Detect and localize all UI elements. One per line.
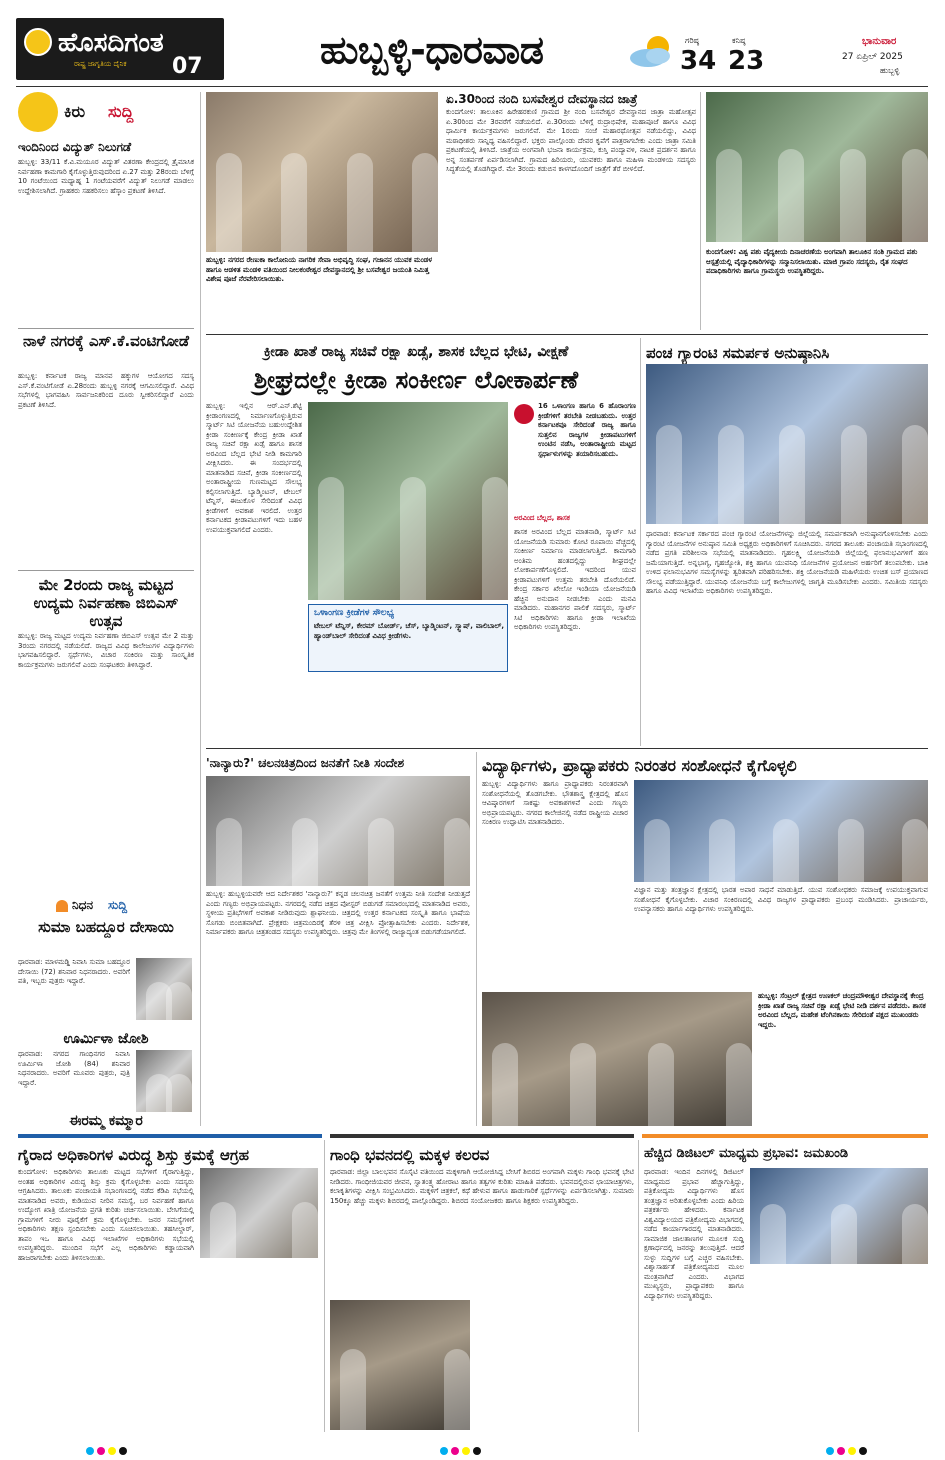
sports-title: ಶ್ರೀಘ್ರದಲ್ಲೇ ಕ್ರೀಡಾ ಸಂಕೀರ್ಣ ಲೋಕಾರ್ಪಣೆ bbox=[253, 366, 579, 394]
kiru-item-1-body: ಹುಬ್ಬಳ್ಳಿ: 33/11 ಕೆ.ವಿ.ಮಯೂರ ವಿದ್ಯುತ್ ವಿತರಣಾ ಕೇಂದ್ರದಲ್ಲಿ ತ್ರೈಮಾಸಿಕ ನಿರ್ವಹಣಾ ಕಾಮಗಾರಿ ಕೈಗೊಳ್ಳುತ್ತಿರುವುದರಿಂದ ಏ.27 ಮತ್ತು 28ರಂದು ಬೆಳಿಗ್ಗೆ 10 ಗಂಟೆಯಿಂದ ಮಧ್ಯಾಹ್ನ 1 ಗಂಟೆಯವರೆಗೆ ವಿದ್ಯುತ್ ನಿಲುಗಡೆ ಮಾಡಲು ಉದ್ದೇಶಿಸಲಾಗಿದೆ. ಗ್ರಾಹಕರು ಸಹಕರಿಸಲು ಹೆಸ್ಕಾಂ ಪ್ರಕಟಣೆ ತಿಳಿಸಿದೆ. bbox=[18, 158, 194, 195]
kiru-label-a: ಕಿರು bbox=[64, 102, 86, 121]
min-temp: 23 bbox=[728, 46, 765, 76]
photo-figure bbox=[292, 1202, 318, 1258]
bottom-rule-dark bbox=[330, 1134, 634, 1138]
place-label: ಹುಬ್ಬಳ್ಳಿ bbox=[880, 66, 900, 75]
photo-figure bbox=[292, 818, 318, 886]
kiru-label-b: ಸುದ್ದಿ bbox=[108, 102, 134, 121]
nidhana-2-body: ಧಾರವಾಡ: ನಗರದ ಗಾಂಧಿನಗರ ನಿವಾಸಿ ಊರ್ಮಿಳಾ ಜೋಶಿ (84) ಶನಿವಾರ ನಿಧನರಾದರು. ಅವರಿಗೆ ಮೂವರು ಪುತ್ರರು, ಪುತ್ರಿ ಇದ್ದಾರೆ. bbox=[18, 1050, 130, 1087]
photo-figure bbox=[216, 818, 242, 886]
photo-figure bbox=[838, 819, 864, 882]
photo-figure bbox=[444, 818, 470, 886]
weather-icon bbox=[628, 34, 678, 68]
photo-figure bbox=[347, 153, 373, 252]
photo-figure bbox=[340, 1349, 366, 1430]
nidhana-2-name: ಊರ್ಮಿಳಾ ಜೋಶಿ bbox=[63, 1031, 149, 1047]
temple-visit-photo bbox=[482, 992, 752, 1126]
research-photo bbox=[634, 780, 928, 882]
max-temp: 34 bbox=[680, 46, 717, 76]
date-label: 27 ಏಪ್ರಿಲ್ 2025 bbox=[842, 52, 903, 62]
photo-figure bbox=[656, 425, 682, 524]
photo-figure bbox=[648, 1043, 674, 1126]
masthead bbox=[0, 0, 945, 88]
film-photo bbox=[206, 776, 470, 886]
sports-quote-author: ಅರವಿಂದ ಬೆಲ್ಲದ, ಶಾಸಕ bbox=[514, 514, 570, 522]
photo-figure bbox=[773, 819, 799, 882]
nidhana-3-name: ಈರಮ್ಮ ಕಮ್ಮಾರ bbox=[69, 1113, 143, 1129]
photo-figure bbox=[709, 819, 735, 882]
photo-figure bbox=[779, 425, 805, 524]
temple-story-body: ಕುಂದಗೋಳ: ತಾಲೂಕಿನ ಹಿರೇಹರಕುಣಿ ಗ್ರಾಮದ ಶ್ರೀ ನಂದಿ ಬಸವೇಶ್ವರ ದೇವಸ್ಥಾನದ ಜಾತ್ರಾ ಮಹೋತ್ಸವ ಏ.30ರಿಂದ ಮೇ 3ರವರೆಗೆ ನಡೆಯಲಿದೆ. ಏ.30ರಂದು ಬೆಳಿಗ್ಗೆ ರುದ್ರಾಭಿಷೇಕ, ಮಹಾಪೂಜೆ ಹಾಗೂ ವಿವಿಧ ಧಾರ್ಮಿಕ ಕಾರ್ಯಕ್ರಮಗಳು ಜರುಗಲಿವೆ. ಮೇ 1ರಂದು ಸಂಜೆ ಮಹಾರಥೋತ್ಸವ ನಡೆಯಲಿದ್ದು, ವಿವಿಧ ಮಠಾಧೀಶರು ಸಾನ್ನಿಧ್ಯ ವಹಿಸಲಿದ್ದಾರೆ. ಭಕ್ತರು ಪಾಲ್ಗೊಂಡು ದೇವರ ಕೃಪೆಗೆ ಪಾತ್ರರಾಗಬೇಕು ಎಂದು ಜಾತ್ರಾ ಸಮಿತಿ ಪ್ರಕಟಣೆಯಲ್ಲಿ ತಿಳಿಸಿದೆ. ಜಾತ್ರೆಯ ಅಂಗವಾಗಿ ಭಜನಾ ಕಾರ್ಯಕ್ರಮ, ಕುಸ್ತಿ ಪಂದ್ಯಾವಳಿ, ನಾಟಕ ಪ್ರದರ್ಶನ ಹಾಗೂ ಅನ್ನ ಸಂತರ್ಪಣೆ ಏರ್ಪಡಿಸಲಾಗಿದೆ. ಗ್ರಾಮದ ಹಿರಿಯರು, ಯುವಕರು ಹಾಗೂ ಮಹಿಳಾ ಮಂಡಳಿಯ ಸದಸ್ಯರು ಸಿದ್ಧತೆಯಲ್ಲಿ ತೊಡಗಿದ್ದಾರೆ. ಮೇ 3ರಂದು ಕಡುಬಿನ ಕಾಳಗದೊಂದಿಗೆ ಜಾತ್ರೆಗೆ ತೆರೆ ಬೀಳಲಿದೆ. bbox=[446, 108, 696, 173]
photo-figure bbox=[831, 1204, 857, 1264]
kiru-item-3-body: ಹುಬ್ಬಳ್ಳಿ: ರಾಜ್ಯ ಮಟ್ಟದ ಉದ್ಯಮ ನಿರ್ವಹಣಾ ಜಿಬಿಎಸ್ ಉತ್ಸವ ಮೇ 2 ಮತ್ತು 3ರಂದು ನಗರದಲ್ಲಿ ನಡೆಯಲಿದೆ. ರಾಜ್ಯದ ವಿವಿಧ ಕಾಲೇಜುಗಳ ವಿದ್ಯಾರ್ಥಿಗಳು ಭಾಗವಹಿಸಲಿದ್ದಾರೆ. ಸ್ಪರ್ಧೆಗಳು, ವಿಚಾರ ಸಂಕಿರಣ ಮತ್ತು ಸಾಂಸ್ಕೃತಿಕ ಕಾರ್ಯಕ್ರಮಗಳು ಜರುಗಲಿವೆ ಎಂದು ಸಂಘಟಕರು ತಿಳಿಸಿದ್ದಾರೆ. bbox=[18, 632, 194, 669]
kundagol-photo bbox=[706, 92, 928, 242]
bottom1-body-a: ಕುಂದಗೋಳ: ಅಧಿಕಾರಿಗಳು ತಾಲೂಕು ಮಟ್ಟದ ಸಭೆಗಳಿಗೆ ಗೈರಾಗುತ್ತಿದ್ದು, ಅಂತಹ ಅಧಿಕಾರಿಗಳ ವಿರುದ್ಧ ಶಿಸ್ತು ಕ್ರಮ ಕೈಗೊಳ್ಳಬೇಕು ಎಂದು ಸದಸ್ಯರು ಆಗ್ರಹಿಸಿದರು. ತಾಲೂಕು ಪಂಚಾಯತಿ ಸಭಾಂಗಣದಲ್ಲಿ ನಡೆದ ಕೆಡಿಪಿ ಸಭೆಯಲ್ಲಿ ಮಾತನಾಡಿದ ಅವರು, ಕುಡಿಯುವ ನೀರಿನ ಸಮಸ್ಯೆ, ಬರ ನಿರ್ವಹಣೆ ಹಾಗೂ ಉದ್ಯೋಗ ಖಾತ್ರಿ ಯೋಜನೆಯ ಪ್ರಗತಿ ಕುರಿತು ಚರ್ಚಿಸಲಾಯಿತು. ಬೇಸಿಗೆಯಲ್ಲಿ ಗ್ರಾಮಗಳಿಗೆ ನೀರು ಪೂರೈಕೆಗೆ ಕ್ರಮ ಕೈಗೊಳ್ಳಬೇಕು. ಜನರ ಸಮಸ್ಯೆಗಳಿಗೆ ಅಧಿಕಾರಿಗಳು ತಕ್ಷಣ ಸ್ಪಂದಿಸಬೇಕು ಎಂದು ಸೂಚಿಸಲಾಯಿತು. ತಹಸೀಲ್ದಾರ್, ತಾಪಂ ಇಒ ಹಾಗೂ ವಿವಿಧ ಇಲಾಖೆಗಳ ಅಧಿಕಾರಿಗಳು ಸಭೆಯಲ್ಲಿ ಉಪಸ್ಥಿತರಿದ್ದರು. ಮುಂದಿನ ಸಭೆಗೆ ಎಲ್ಲ ಅಧಿಕಾರಿಗಳು ಕಡ್ಡಾಯವಾಗಿ ಹಾಜರಾಗಬೇಕು ಎಂದು ತಿಳಿಸಲಾಯಿತು. bbox=[18, 1168, 194, 1262]
photo-figure bbox=[760, 1204, 786, 1264]
bottom1-photo bbox=[200, 1168, 318, 1258]
bottom3-body: ಧಾರವಾಡ: ಇಂದಿನ ದಿನಗಳಲ್ಲಿ ಡಿಜಿಟಲ್ ಮಾಧ್ಯಮದ ಪ್ರಭಾವ ಹೆಚ್ಚಾಗುತ್ತಿದ್ದು, ಪತ್ರಿಕೋದ್ಯಮ ವಿದ್ಯಾರ್ಥಿಗಳು ಹೊಸ ತಂತ್ರಜ್ಞಾನ ಅರಿತುಕೊಳ್ಳಬೇಕು ಎಂದು ಹಿರಿಯ ಪತ್ರಕರ್ತರು ಹೇಳಿದರು. ಕರ್ನಾಟಕ ವಿಶ್ವವಿದ್ಯಾಲಯದ ಪತ್ರಿಕೋದ್ಯಮ ವಿಭಾಗದಲ್ಲಿ ನಡೆದ ಕಾರ್ಯಾಗಾರದಲ್ಲಿ ಮಾತನಾಡಿದರು. ಸಾಮಾಜಿಕ ಜಾಲತಾಣಗಳ ಮೂಲಕ ಸುದ್ದಿ ಕ್ಷಣಾರ್ಧದಲ್ಲಿ ಜನರನ್ನು ತಲುಪುತ್ತಿದೆ. ಆದರೆ ಸುಳ್ಳು ಸುದ್ದಿಗಳ ಬಗ್ಗೆ ಎಚ್ಚರ ವಹಿಸಬೇಕು. ವಿಶ್ವಾಸಾರ್ಹತೆ ಪತ್ರಿಕೋದ್ಯಮದ ಮೂಲ ಮಂತ್ರವಾಗಿದೆ ಎಂದರು. ವಿಭಾಗದ ಮುಖ್ಯಸ್ಥರು, ಪ್ರಾಧ್ಯಾಪಕರು ಹಾಗೂ ವಿದ್ಯಾರ್ಥಿಗಳು ಉಪಸ್ಥಿತರಿದ್ದರು. bbox=[644, 1168, 744, 1300]
nidhana-1-name: ಸುಮಾ ಬಹದ್ದೂರ ದೇಸಾಯಿ bbox=[38, 918, 174, 936]
sports-box-title: ಒಳಾಂಗಣ ಕ್ರೀಡೆಗಳ ಸೌಲಭ್ಯ bbox=[314, 608, 394, 618]
max-temp-label: ಗರಿಷ್ಠ bbox=[685, 36, 699, 45]
temple-story-title: ಏ.30ರಿಂದ ನಂದಿ ಬಸವೇಶ್ವರ ದೇವಸ್ಥಾನದ ಜಾತ್ರೆ bbox=[446, 92, 638, 106]
bottom-rule-blue bbox=[18, 1134, 322, 1138]
film-title: 'ನಾನ್ಯಾರು?' ಚಲನಚಿತ್ರದಿಂದ ಜನತೆಗೆ ನೀತಿ ಸಂದೇಶ bbox=[206, 756, 405, 770]
photo-figure bbox=[281, 153, 307, 252]
sports-body-a: ಹುಬ್ಬಳ್ಳಿ: ಇಲ್ಲಿನ ಆರ್.ಎನ್.ಶೆಟ್ಟಿ ಕ್ರೀಡಾಂಗಣದಲ್ಲಿ ನಿರ್ಮಾಣಗೊಳ್ಳುತ್ತಿರುವ ಸ್ಮಾರ್ಟ್ ಸಿಟಿ ಯೋಜನೆಯ ಬಹುಉದ್ದೇಶಿತ ಕ್ರೀಡಾ ಸಂಕೀರ್ಣಕ್ಕೆ ಕೇಂದ್ರ ಕ್ರೀಡಾ ಖಾತೆ ರಾಜ್ಯ ಸಚಿವೆ ರಕ್ಷಾ ಖಡ್ಸೆ ಹಾಗೂ ಶಾಸಕ ಅರವಿಂದ ಬೆಲ್ಲದ ಭೇಟಿ ನೀಡಿ ಕಾಮಗಾರಿ ವೀಕ್ಷಿಸಿದರು. ಈ ಸಂದರ್ಭದಲ್ಲಿ ಮಾತನಾಡಿದ ಸಚಿವೆ, ಕ್ರೀಡಾ ಸಂಕೀರ್ಣದಲ್ಲಿ ಅಂತಾರಾಷ್ಟ್ರೀಯ ಗುಣಮಟ್ಟದ ಸೌಲಭ್ಯ ಕಲ್ಪಿಸಲಾಗುತ್ತಿದೆ. ಬ್ಯಾಡ್ಮಿಂಟನ್, ಟೇಬಲ್ ಟೆನ್ನಿಸ್, ಈಜುಕೊಳ ಸೇರಿದಂತೆ ವಿವಿಧ ಕ್ರೀಡೆಗಳಿಗೆ ಅವಕಾಶ ಇರಲಿದೆ. ಉತ್ತರ ಕರ್ನಾಟಕದ ಕ್ರೀಡಾಪಟುಗಳಿಗೆ ಇದು ಬಹಳ ಉಪಯುಕ್ತವಾಗಲಿದೆ ಎಂದರು. bbox=[206, 402, 302, 534]
kiru-item-1-title: ಇಂದಿನಿಂದ ವಿದ್ಯುತ್ ನಿಲುಗಡೆ bbox=[18, 140, 132, 154]
logo-emblem-icon bbox=[24, 28, 52, 56]
kiru-hand-icon bbox=[18, 92, 58, 132]
photo-figure bbox=[412, 153, 438, 252]
bottom1-title: ಗೈರಾದ ಅಧಿಕಾರಿಗಳ ವಿರುದ್ಧ ಶಿಸ್ತು ಕ್ರಮಕ್ಕೆ ಆಗ್ರಹ bbox=[18, 1146, 250, 1164]
nidhana-label-b: ಸುದ್ದಿ bbox=[108, 898, 128, 912]
photo-figure bbox=[840, 149, 866, 242]
photo-figure bbox=[570, 1043, 596, 1126]
guarantee-body: ಧಾರವಾಡ: ಕರ್ನಾಟಕ ಸರ್ಕಾರದ ಪಂಚ ಗ್ಯಾರಂಟಿ ಯೋಜನೆಗಳನ್ನು ಜಿಲ್ಲೆಯಲ್ಲಿ ಸಮರ್ಪಕವಾಗಿ ಅನುಷ್ಠಾನಗೊಳಿಸಬೇಕು ಎಂದು ಗ್ಯಾರಂಟಿ ಯೋಜನೆಗಳ ಅನುಷ್ಠಾನ ಸಮಿತಿ ಅಧ್ಯಕ್ಷರು ಅಧಿಕಾರಿಗಳಿಗೆ ಸೂಚಿಸಿದರು. ನಗರದ ತಾಲೂಕು ಪಂಚಾಯತಿ ಸಭಾಂಗಣದಲ್ಲಿ ನಡೆದ ಪ್ರಗತಿ ಪರಿಶೀಲನಾ ಸಭೆಯಲ್ಲಿ ಮಾತನಾಡಿದರು. ಗೃಹಲಕ್ಷ್ಮಿ ಯೋಜನೆಯಡಿ ಜಿಲ್ಲೆಯಲ್ಲಿ ಫಲಾನುಭವಿಗಳಿಗೆ ಹಣ ಜಮೆಯಾಗುತ್ತಿದೆ. ಅನ್ನಭಾಗ್ಯ, ಗೃಹಜ್ಯೋತಿ, ಶಕ್ತಿ ಹಾಗೂ ಯುವನಿಧಿ ಯೋಜನೆಗಳ ಪ್ರಯೋಜನ ಅರ್ಹರಿಗೆ ತಲುಪಬೇಕು. ಬಾಕಿ ಉಳಿದ ಫಲಾನುಭವಿಗಳ ಸಮಸ್ಯೆಗಳನ್ನು ತ್ವರಿತವಾಗಿ ಪರಿಹರಿಸಬೇಕು. ಶಕ್ತಿ ಯೋಜನೆಯಡಿ ಮಹಿಳೆಯರು ಉಚಿತ ಬಸ್ ಪ್ರಯಾಣದ ಸೌಲಭ್ಯ ಪಡೆಯುತ್ತಿದ್ದಾರೆ. ಯುವನಿಧಿ ಯೋಜನೆಯ ಬಗ್ಗೆ ಕಾಲೇಜುಗಳಲ್ಲಿ ಜಾಗೃತಿ ಮೂಡಿಸಬೇಕು ಎಂದರು. ಸಮಿತಿಯ ಸದಸ್ಯರು ಹಾಗೂ ವಿವಿಧ ಇಲಾಖೆಯ ಅಧಿಕಾರಿಗಳು ಉಪಸ್ಥಿತರಿದ್ದರು. bbox=[646, 530, 928, 595]
kundagol-caption: ಕುಂದಗೋಳ: ವಿಶ್ವ ಪಶು ವೈದ್ಯಕೀಯ ದಿನಾಚರಣೆಯ ಅಂಗವಾಗಿ ತಾಲೂಕಿನ ಸಂಶಿ ಗ್ರಾಮದ ಪಶು ಆಸ್ಪತ್ರೆಯಲ್ಲಿ ವೈದ್ಯಾಧಿಕಾರಿಗಳನ್ನು ಸನ್ಮಾನಿಸಲಾಯಿತು. ಮಾಜಿ ಗ್ರಾಪಂ ಸದಸ್ಯರು, ರೈತ ಸಂಘದ ಪದಾಧಿಕಾರಿಗಳು ಹಾಗೂ ಗ್ರಾಮಸ್ಥರು ಉಪಸ್ಥಿತರಿದ್ದರು. bbox=[706, 248, 918, 275]
photo-figure bbox=[841, 425, 867, 524]
photo-figure bbox=[902, 819, 928, 882]
guarantee-photo bbox=[646, 364, 928, 524]
kiru-item-2-body: ಹುಬ್ಬಳ್ಳಿ: ಕರ್ನಾಟಕ ರಾಜ್ಯ ಮಾನವ ಹಕ್ಕುಗಳ ಆಯೋಗದ ಸದಸ್ಯ ಎಸ್.ಕೆ.ವಂಟಿಗೋಡೆ ಏ.28ರಂದು ಹುಬ್ಬಳ್ಳಿ ನಗರಕ್ಕೆ ಆಗಮಿಸಲಿದ್ದಾರೆ. ವಿವಿಧ ಸಭೆಗಳಲ್ಲಿ ಭಾಗವಹಿಸಿ ಸಾರ್ವಜನಿಕರಿಂದ ದೂರು ಸ್ವೀಕರಿಸಲಿದ್ದಾರೆ ಎಂದು ಪ್ರಕಟಣೆ ತಿಳಿಸಿದೆ. bbox=[18, 372, 194, 409]
bottom2-body: ಧಾರವಾಡ: ಜಿಲ್ಲಾ ಬಾಲಭವನ ಸೊಸೈಟಿ ವತಿಯಿಂದ ಮಕ್ಕಳಿಗಾಗಿ ಆಯೋಜಿಸಿದ್ದ ಬೇಸಿಗೆ ಶಿಬಿರದ ಅಂಗವಾಗಿ ಮಕ್ಕಳು ಗಾಂಧಿ ಭವನಕ್ಕೆ ಭೇಟಿ ನೀಡಿದರು. ಗಾಂಧೀಜಿಯವರ ಜೀವನ, ಸ್ವಾತಂತ್ರ್ಯ ಹೋರಾಟ ಹಾಗೂ ತತ್ವಗಳ ಕುರಿತು ಮಾಹಿತಿ ಪಡೆದರು. ಭವನದಲ್ಲಿರುವ ಛಾಯಾಚಿತ್ರಗಳು, ಕಲಾಕೃತಿಗಳನ್ನು ವೀಕ್ಷಿಸಿ ಸಂಭ್ರಮಿಸಿದರು. ಮಕ್ಕಳಿಗೆ ಚಿತ್ರಕಲೆ, ಕಥೆ ಹೇಳುವ ಹಾಗೂ ಹಾಡುಗಾರಿಕೆ ಸ್ಪರ್ಧೆಗಳನ್ನು ಏರ್ಪಡಿಸಲಾಗಿತ್ತು. ಸುಮಾರು 150ಕ್ಕೂ ಹೆಚ್ಚು ಮಕ್ಕಳು ಶಿಬಿರದಲ್ಲಿ ಪಾಲ್ಗೊಂಡಿದ್ದರು. ಶಿಬಿರದ ಸಂಯೋಜಕರು ಹಾಗೂ ಶಿಕ್ಷಕರು ಉಪಸ್ಥಿತರಿದ್ದರು. bbox=[330, 1168, 634, 1205]
day-label: ಭಾನುವಾರ bbox=[862, 36, 897, 47]
kiru-item-2-title: ನಾಳೆ ನಗರಕ್ಕೆ ಎಸ್.ಕೆ.ವಂಟಿಗೋಡೆ bbox=[22, 332, 190, 350]
photo-figure bbox=[166, 1074, 192, 1112]
sports-quote: 16 ಒಳಾಂಗಣ ಹಾಗೂ 6 ಹೊರಾಂಗಣ ಕ್ರೀಡೆಗಳಿಗೆ ತರಬೇತಿ ನೀಡಬಹುದು. ಉತ್ತರ ಕರ್ನಾಟಕವೂ ಸೇರಿದಂತೆ ರಾಜ್ಯ ಹಾಗೂ ಸುತ್ತಲಿನ ರಾಜ್ಯಗಳ ಕ್ರೀಡಾಪಟುಗಳಿಗೆ ಉಂಟಿನ ನಡೆಸಿ, ಅಂತಾರಾಷ್ಟ್ರೀಯ ಮಟ್ಟದ ಸ್ಪರ್ಧಾಳುಗಳನ್ನು ತಯಾರಿಸಬಹುದು. bbox=[538, 402, 636, 458]
photo-figure bbox=[902, 149, 928, 242]
photo-figure bbox=[210, 1202, 236, 1258]
nidhana-2-photo bbox=[136, 1050, 192, 1112]
print-marks-center bbox=[440, 1440, 484, 1459]
photo-figure bbox=[902, 1204, 928, 1264]
bottom-rule-orange bbox=[642, 1134, 928, 1138]
page-number: 07 bbox=[172, 54, 203, 79]
kiru-item-3-title: ಮೇ 2ರಂದು ರಾಜ್ಯ ಮಟ್ಟದ ಉದ್ಯಮ ನಿರ್ವಹಣಾ ಜಿಬಿಎಸ್ ಉತ್ಸವ bbox=[33, 576, 179, 630]
photo-figure bbox=[718, 425, 744, 524]
logo-text: ಹೊಸದಿಗಂತ bbox=[58, 28, 164, 58]
photo-figure bbox=[902, 425, 928, 524]
nidhana-1-photo bbox=[136, 958, 192, 1020]
bottom2-title: ಗಾಂಧಿ ಭವನದಲ್ಲಿ ಮಕ್ಕಳ ಕಲರವ bbox=[330, 1146, 490, 1164]
research-title: ವಿದ್ಯಾರ್ಥಿಗಳು, ಪ್ರಾಧ್ಯಾಪಕರು ನಿರಂತರ ಸಂಶೋಧನೆ ಕೈಗೊಳ್ಳಲಿ bbox=[482, 756, 797, 775]
temple-photo bbox=[206, 92, 438, 252]
quote-icon bbox=[514, 404, 534, 424]
sports-box-body: ಟೇಬಲ್ ಟೆನ್ನಿಸ್, ಕೇರಮ್ ಬೋರ್ಡ್, ಚೆಸ್, ಬ್ಯಾಡ್ಮಿಂಟನ್, ಸ್ಕ್ವಾಷ್, ವಾಲಿಬಾಲ್, ಹ್ಯಾಂಡ್‌ಬಾಲ್ ಸೇರಿದಂತೆ ವಿವಿಧ ಕ್ರೀಡೆಗಳು. bbox=[314, 622, 504, 640]
nidhana-label-a: ನಿಧನ bbox=[72, 898, 94, 912]
bottom3-photo bbox=[750, 1168, 928, 1264]
photo-figure bbox=[778, 149, 804, 242]
photo-figure bbox=[492, 1043, 518, 1126]
sports-body-c bbox=[308, 676, 508, 742]
research-body-b: ವಿಜ್ಞಾನ ಮತ್ತು ತಂತ್ರಜ್ಞಾನ ಕ್ಷೇತ್ರದಲ್ಲಿ ಭಾರತ ಅಪಾರ ಸಾಧನೆ ಮಾಡುತ್ತಿದೆ. ಯುವ ಸಂಶೋಧಕರು ಸಮಾಜಕ್ಕೆ ಉಪಯುಕ್ತವಾಗುವ ಸಂಶೋಧನೆ ಕೈಗೊಳ್ಳಬೇಕು. ವಿಚಾರ ಸಂಕಿರಣದಲ್ಲಿ ವಿವಿಧ ರಾಜ್ಯಗಳ ಪ್ರಾಧ್ಯಾಪಕರು ಪ್ರಬಂಧ ಮಂಡಿಸಿದರು. ಪ್ರಾಚಾರ್ಯರು, ಉಪನ್ಯಾಸಕರು ಹಾಗೂ ವಿದ್ಯಾರ್ಥಿಗಳು ಉಪಸ್ಥಿತರಿದ್ದರು. bbox=[634, 886, 928, 913]
film-body: ಹುಬ್ಬಳ್ಳಿ: ಹುಬ್ಬಳ್ಳಿಯವರೇ ಆದ ನಿರ್ದೇಶಕರ 'ನಾನ್ಯಾರು?' ಕನ್ನಡ ಚಲನಚಿತ್ರ ಜನತೆಗೆ ಉತ್ತಮ ನೀತಿ ಸಂದೇಶ ನೀಡುತ್ತದೆ ಎಂದು ಗಣ್ಯರು ಅಭಿಪ್ರಾಯಪಟ್ಟರು. ನಗರದಲ್ಲಿ ನಡೆದ ಚಿತ್ರದ ಪೋಸ್ಟರ್ ಬಿಡುಗಡೆ ಸಮಾರಂಭದಲ್ಲಿ ಮಾತನಾಡಿದ ಅವರು, ಸ್ಥಳೀಯ ಪ್ರತಿಭೆಗಳಿಗೆ ಅವಕಾಶ ನೀಡಿರುವುದು ಶ್ಲಾಘನೀಯ. ಚಿತ್ರದಲ್ಲಿ ಉತ್ತರ ಕರ್ನಾಟಕದ ಸಂಸ್ಕೃತಿ ಹಾಗೂ ಭಾಷೆಯ ಸೊಗಡು ಬಿಂಬಿತವಾಗಿದೆ. ಪ್ರೇಕ್ಷಕರು ಚಿತ್ರಮಂದಿರಕ್ಕೆ ತೆರಳಿ ಚಿತ್ರ ವೀಕ್ಷಿಸಿ ಪ್ರೋತ್ಸಾಹಿಸಬೇಕು ಎಂದರು. ನಿರ್ದೇಶಕ, ನಿರ್ಮಾಪಕರು ಹಾಗೂ ಚಿತ್ರತಂಡದ ಸದಸ್ಯರು ಉಪಸ್ಥಿತರಿದ್ದರು. ಚಿತ್ರವು ಮೇ ತಿಂಗಳಲ್ಲಿ ರಾಜ್ಯಾದ್ಯಂತ ಬಿಡುಗಡೆಯಾಗಲಿದೆ. bbox=[206, 890, 470, 936]
guarantee-title: ಪಂಚ ಗ್ಯಾರಂಟಿ ಸಮರ್ಪಕ ಅನುಷ್ಠಾನಿಸಿ bbox=[646, 344, 830, 362]
min-temp-label: ಕನಿಷ್ಠ bbox=[732, 36, 746, 45]
sports-photo bbox=[308, 402, 508, 600]
bottom3-title: ಹೆಚ್ಚಿದ ಡಿಜಿಟಲ್ ಮಾಧ್ಯಮ ಪ್ರಭಾವ: ಜಮಖಂಡಿ bbox=[644, 1146, 849, 1161]
photo-figure bbox=[482, 477, 508, 600]
research-caption: ಹುಬ್ಬಳ್ಳಿ: ಸೆಂಟ್ರಲ್ ಕ್ಷೇತ್ರದ ಉಣಕಲ್‌ ಚಂದ್ರಮೌಳೀಶ್ವರ ದೇವಸ್ಥಾನಕ್ಕೆ ಕೇಂದ್ರ ಕ್ರೀಡಾ ಖಾತೆ ರಾಜ್ಯ ಸಚಿವೆ ರಕ್ಷಾ ಖಡ್ಸೆ ಭೇಟಿ ನೀಡಿ ದರ್ಶನ ಪಡೆದರು. ಶಾಸಕ ಅರವಿಂದ ಬೆಲ್ಲದ, ಮಹೇಶ ಟೆಂಗಿನಕಾಯಿ ಸೇರಿದಂತೆ ಪಕ್ಷದ ಮುಖಂಡರು ಇದ್ದರು. bbox=[758, 992, 926, 1029]
masthead-divider bbox=[16, 86, 928, 87]
sports-body-b: ಶಾಸಕ ಅರವಿಂದ ಬೆಲ್ಲದ ಮಾತನಾಡಿ, ಸ್ಮಾರ್ಟ್ ಸಿಟಿ ಯೋಜನೆಯಡಿ ಸುಮಾರು ಕೋಟಿ ರೂಪಾಯಿ ವೆಚ್ಚದಲ್ಲಿ ಸಂಕೀರ್ಣ ನಿರ್ಮಾಣ ಮಾಡಲಾಗುತ್ತಿದೆ. ಕಾಮಗಾರಿ ಅಂತಿಮ ಹಂತದಲ್ಲಿದ್ದು ಶೀಘ್ರದಲ್ಲೇ ಲೋಕಾರ್ಪಣೆಗೊಳ್ಳಲಿದೆ. ಇದರಿಂದ ಯುವ ಕ್ರೀಡಾಪಟುಗಳಿಗೆ ಉತ್ತಮ ತರಬೇತಿ ದೊರೆಯಲಿದೆ. ಕೇಂದ್ರ ಸರ್ಕಾರ ಖೇಲೋ ಇಂಡಿಯಾ ಯೋಜನೆಯಡಿ ಹೆಚ್ಚಿನ ಅನುದಾನ ನೀಡಬೇಕು ಎಂದು ಮನವಿ ಮಾಡಿದರು. ಮಹಾನಗರ ಪಾಲಿಕೆ ಸದಸ್ಯರು, ಸ್ಮಾರ್ಟ್ ಸಿಟಿ ಅಧಿಕಾರಿಗಳು ಹಾಗೂ ಕ್ರೀಡಾ ಇಲಾಖೆಯ ಅಧಿಕಾರಿಗಳು ಉಪಸ್ಥಿತರಿದ್ದರು. bbox=[514, 528, 636, 631]
kirusuddi-column bbox=[18, 92, 194, 1127]
photo-figure bbox=[216, 153, 242, 252]
photo-figure bbox=[400, 477, 426, 600]
photo-figure bbox=[318, 477, 344, 600]
print-marks-right bbox=[826, 1440, 870, 1459]
nidhana-lamp-icon bbox=[56, 900, 68, 912]
photo-figure bbox=[644, 819, 670, 882]
research-body-a: ಹುಬ್ಬಳ್ಳಿ: ವಿದ್ಯಾರ್ಥಿಗಳು ಹಾಗೂ ಪ್ರಾಧ್ಯಾಪಕರು ನಿರಂತರವಾಗಿ ಸಂಶೋಧನೆಯಲ್ಲಿ ತೊಡಗಬೇಕು. ಭೌತಶಾಸ್ತ್ರ ಕ್ಷೇತ್ರದಲ್ಲಿ ಹೊಸ ಆವಿಷ್ಕಾರಗಳಿಗೆ ಸಾಕಷ್ಟು ಅವಕಾಶಗಳಿವೆ ಎಂದು ಗಣ್ಯರು ಅಭಿಪ್ರಾಯಪಟ್ಟರು. ನಗರದ ಕಾಲೇಜಿನಲ್ಲಿ ನಡೆದ ರಾಷ್ಟ್ರೀಯ ವಿಚಾರ ಸಂಕಿರಣ ಉದ್ಘಾಟಿಸಿ ಮಾತನಾಡಿದರು. bbox=[482, 780, 628, 826]
photo-figure bbox=[166, 982, 192, 1020]
temple-caption: ಹುಬ್ಬಳ್ಳಿ: ನಗರದ ರೇಣುಕಾ ಕಾಲೋನಿಯ ನಾಗರಿಕ ಸೇವಾ ಅಭಿವೃದ್ಧಿ ಸಂಘ, ಗಜಾನನ ಯುವಕ ಮಂಡಳ ಹಾಗೂ ಆಡಳಿತ ಮಂಡಳಿ ವತಿಯಿಂದ ನೀಲಕಂಠೇಶ್ವರ ದೇವಸ್ಥಾನದಲ್ಲಿ ಶ್ರೀ ಬಸವೇಶ್ವರ ಜಯಂತಿ ನಿಮಿತ್ತ ವಿಶೇಷ ಪೂಜೆ ನೆರವೇರಿಸಲಾಯಿತು. bbox=[206, 256, 433, 283]
photo-figure bbox=[726, 1043, 752, 1126]
photo-figure bbox=[444, 1349, 470, 1430]
city-title: ಹುಬ್ಬಳ್ಳಿ-ಧಾರವಾಡ bbox=[320, 28, 544, 72]
sports-kicker: ಕ್ರೀಡಾ ಖಾತೆ ರಾಜ್ಯ ಸಚಿವೆ ರಕ್ಷಾ ಖಡ್ಸೆ, ಶಾಸಕ ಬೆಲ್ಲದ ಭೇಟಿ, ವೀಕ್ಷಣೆ bbox=[263, 344, 569, 360]
photo-figure bbox=[716, 149, 742, 242]
photo-figure bbox=[368, 818, 394, 886]
logo-tagline: ರಾಷ್ಟ್ರ ಜಾಗೃತಿಯ ದೈನಿಕ bbox=[74, 60, 127, 68]
bottom2-photo bbox=[330, 1300, 470, 1430]
print-marks-left bbox=[86, 1440, 130, 1459]
nidhana-1-body: ಧಾರವಾಡ: ಮಾಳಮಡ್ಡಿ ನಿವಾಸಿ ಸುಮಾ ಬಹದ್ದೂರ ದೇಸಾಯಿ (72) ಶನಿವಾರ ನಿಧನರಾದರು. ಅವರಿಗೆ ಪತಿ, ಇಬ್ಬರು ಪುತ್ರರು ಇದ್ದಾರೆ. bbox=[18, 958, 130, 985]
